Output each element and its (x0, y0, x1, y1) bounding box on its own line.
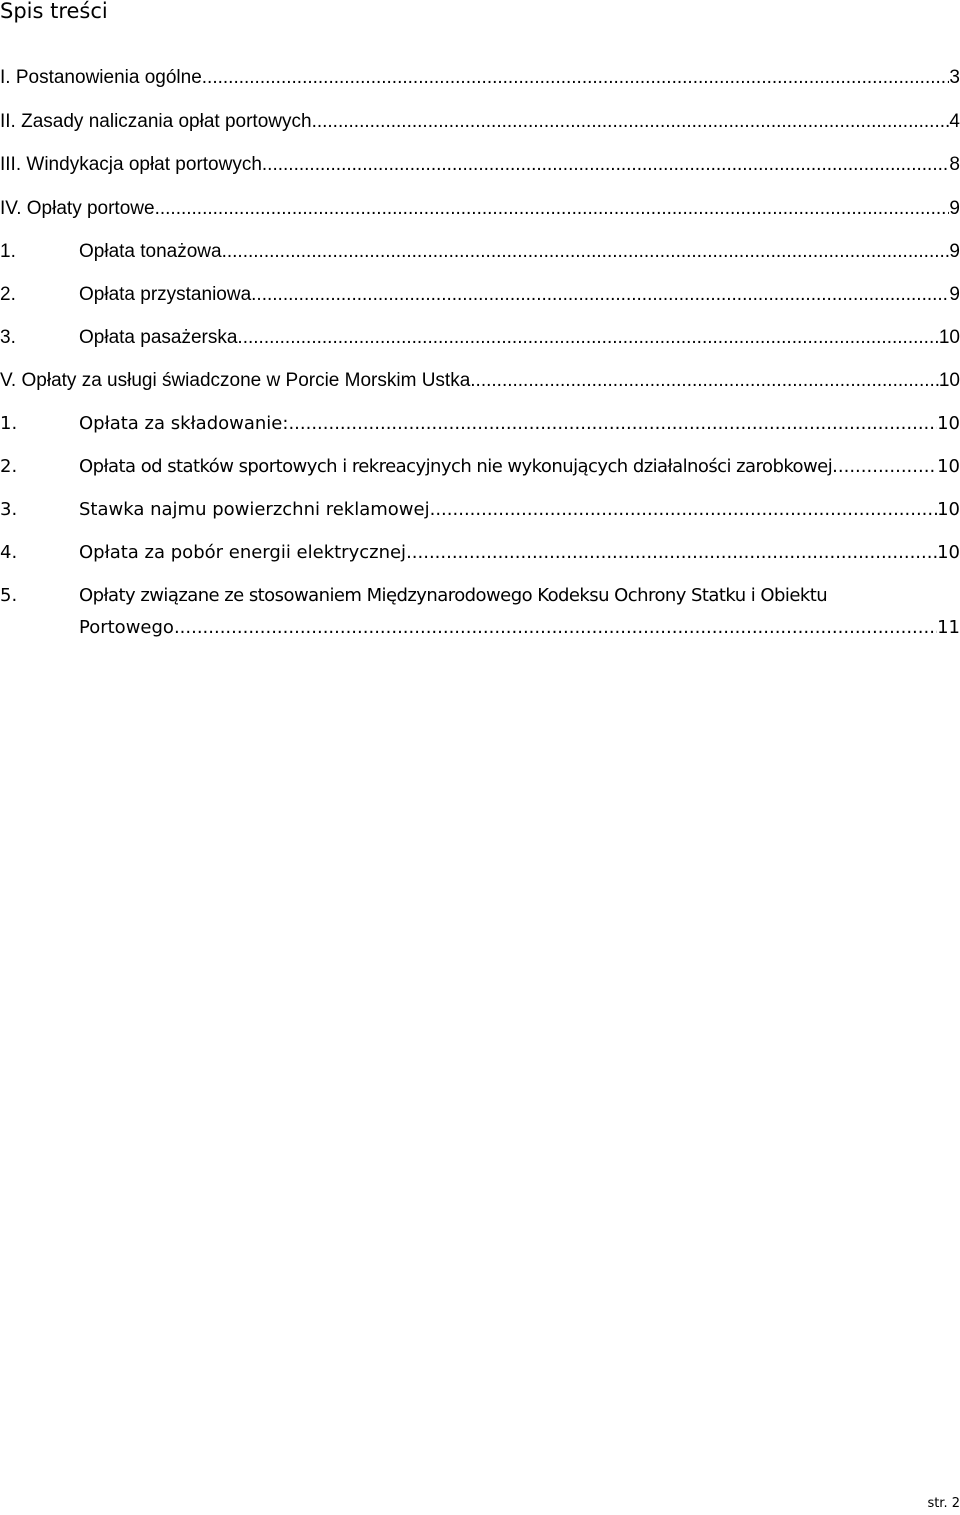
toc-entry[interactable] (0, 240, 960, 264)
toc-entry-label: Opłaty za usługi świadczone w Porcie Morskim Ustka (21, 370, 471, 391)
toc-entry[interactable] (0, 541, 960, 565)
toc-entry-page: 4 (949, 111, 960, 132)
toc-entry-page: 10 (937, 499, 960, 520)
toc-entry-label: Opłata pasażerska (79, 327, 238, 348)
toc-entry-number: 1. (0, 413, 18, 434)
toc-leader-dots (312, 110, 950, 134)
toc-entry-page: 8 (949, 154, 960, 175)
toc-entry[interactable] (0, 455, 960, 479)
toc-leader-dots (222, 240, 950, 264)
toc-entry-label: Opłata za pobór energii elektrycznej (79, 542, 407, 563)
toc-entry-number: 2. (0, 284, 16, 305)
toc-entry-number: 4. (0, 542, 18, 563)
toc-entry-number: 1. (0, 241, 16, 262)
toc-entry-page: 10 (937, 413, 960, 434)
toc-leader-dots (202, 66, 950, 90)
toc-entry[interactable] (0, 197, 960, 221)
toc-entry-page: 10 (938, 370, 960, 391)
toc-leader-dots (470, 369, 939, 393)
toc-entry[interactable] (0, 283, 960, 307)
toc-leader-dots (174, 616, 937, 640)
toc-entry[interactable] (0, 66, 960, 90)
toc-entry-number: 3. (0, 327, 16, 348)
toc-entry-label: Opłata za składowanie: (79, 413, 289, 434)
toc-entry-label: Opłaty portowe (26, 198, 155, 219)
toc-entry-page: 9 (949, 198, 960, 219)
toc-entry[interactable] (0, 369, 960, 393)
toc-entry[interactable] (0, 110, 960, 134)
toc-entry-number: III. (0, 154, 22, 175)
toc-entry-label-continued: Portowego (79, 617, 174, 638)
toc-entry-number: V. (0, 370, 17, 391)
toc-leader-dots (262, 153, 950, 177)
toc-entry-page: 10 (938, 327, 960, 348)
toc-entry-number: 5. (0, 585, 18, 606)
toc-entry-label: Opłata przystaniowa (79, 284, 252, 305)
toc-leader-dots (430, 498, 937, 522)
toc-entry-page: 9 (949, 284, 960, 305)
toc-entry[interactable] (0, 326, 960, 350)
toc-entry[interactable] (0, 584, 960, 640)
page-number: str. 2 (927, 1496, 960, 1511)
toc-leader-dots (237, 326, 938, 350)
toc-leader-dots (251, 283, 949, 307)
toc-entry-page: 9 (949, 241, 960, 262)
toc-entry-number: I. (0, 67, 11, 88)
toc-leader-dots (406, 541, 937, 565)
toc-entry[interactable] (0, 412, 960, 436)
toc-entry-label: Windykacja opłat portowych (26, 154, 262, 175)
toc-leader-dots (155, 197, 950, 221)
toc-entry[interactable] (0, 153, 960, 177)
toc-leader-dots (832, 455, 937, 479)
toc-entry-label: Opłata od statków sportowych i rekreacyjnych nie wykonujących działalności zarobkowej (79, 456, 833, 477)
toc-entry-label: Opłata tonażowa (79, 241, 222, 262)
toc-entry-page: 11 (937, 617, 960, 638)
toc-entry-number: 3. (0, 499, 18, 520)
toc-entry-label: Postanowienia ogólne (15, 67, 202, 88)
toc-entry-label: Stawka najmu powierzchni reklamowej (79, 499, 430, 520)
toc-entry-number: IV. (0, 198, 22, 219)
toc-entry-number: II. (0, 111, 16, 132)
toc-entry-page: 3 (949, 67, 960, 88)
toc-entry-number: 2. (0, 456, 18, 477)
toc-entry-page: 10 (937, 456, 960, 477)
page-title: Spis treści (0, 0, 108, 23)
toc-leader-dots (288, 412, 937, 436)
toc-entry-label: Zasady naliczania opłat portowych (21, 111, 312, 132)
toc-entry-page: 10 (937, 542, 960, 563)
toc-entry-label: Opłaty związane ze stosowaniem Międzynarodowego Kodeksu Ochrony Statku i Obiektu (79, 585, 828, 606)
toc-entry[interactable] (0, 498, 960, 522)
